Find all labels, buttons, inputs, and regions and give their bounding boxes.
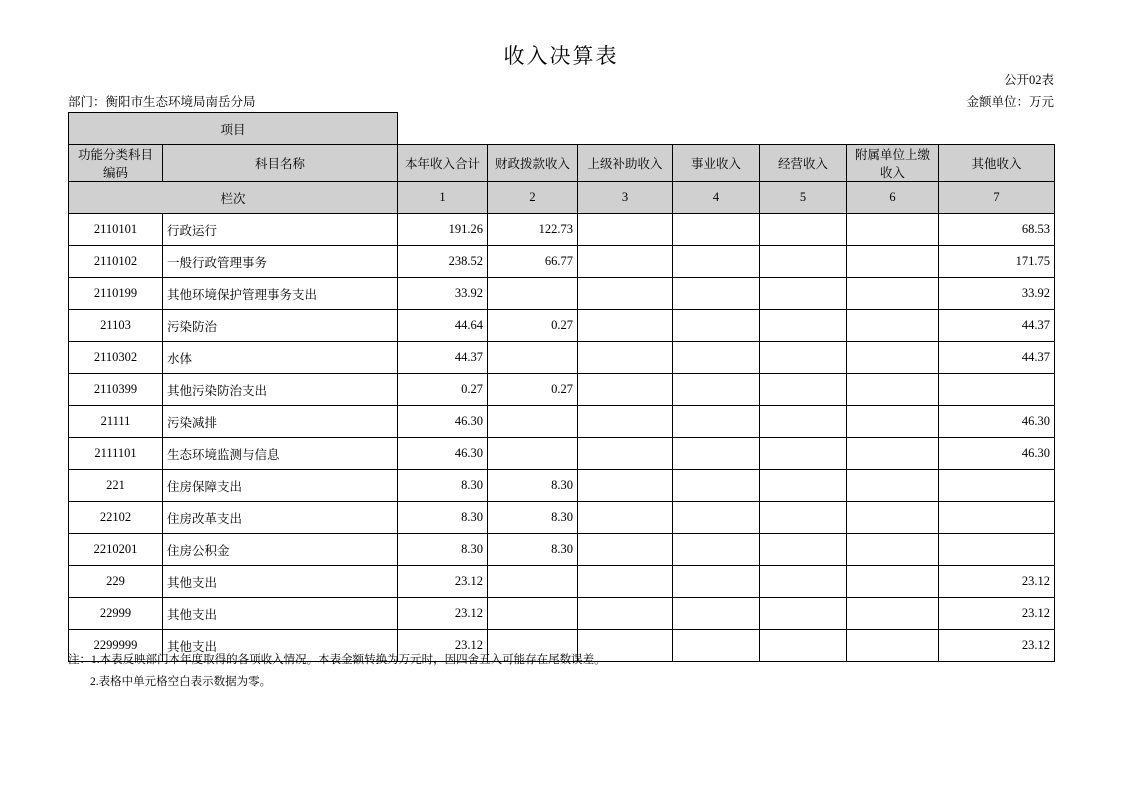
table-notes [68,650,606,694]
cell-superior-subsidy [578,342,673,374]
header-operating-income: 经营收入 [760,145,847,182]
cell-operating-income [760,214,847,246]
cell-operating-income [760,502,847,534]
cell-operating-income [760,342,847,374]
cell-other-income: 33.92 [939,278,1055,310]
cell-code: 22999 [69,598,163,630]
cell-operating-income [760,310,847,342]
cell-business-income [673,534,760,566]
cell-fiscal-appropriation [488,342,578,374]
cell-superior-subsidy [578,278,673,310]
cell-affiliate-income [847,374,939,406]
table-column-number-row [69,182,1055,214]
cell-fiscal-appropriation: 8.30 [488,502,578,534]
cell-subject-name: 污染减排 [163,406,398,438]
table-header-group-row [69,113,1055,145]
cell-superior-subsidy [578,310,673,342]
cell-superior-subsidy [578,598,673,630]
cell-fiscal-appropriation [488,566,578,598]
cell-year-total: 8.30 [398,470,488,502]
table-row [69,566,1055,598]
cell-business-income [673,374,760,406]
cell-operating-income [760,406,847,438]
cell-fiscal-appropriation: 8.30 [488,470,578,502]
header-superior-subsidy: 上级补助收入 [578,145,673,182]
cell-year-total: 46.30 [398,406,488,438]
note-line-1: 注：1.本表反映部门本年度取得的各项收入情况。本表金额转换为万元时，因四舍五入可能存在尾数误差。 [68,654,606,666]
cell-operating-income [760,566,847,598]
cell-subject-name: 住房改革支出 [163,502,398,534]
cell-superior-subsidy [578,438,673,470]
cell-superior-subsidy [578,374,673,406]
budget-table-container [68,112,1054,662]
cell-fiscal-appropriation [488,278,578,310]
cell-year-total: 23.12 [398,630,488,662]
cell-year-total: 33.92 [398,278,488,310]
cell-subject-name: 住房公积金 [163,534,398,566]
cell-fiscal-appropriation [488,406,578,438]
cell-other-income [939,502,1055,534]
cell-fiscal-appropriation: 0.27 [488,310,578,342]
cell-code: 221 [69,470,163,502]
cell-year-total: 46.30 [398,438,488,470]
cell-superior-subsidy [578,246,673,278]
cell-business-income [673,342,760,374]
cell-business-income [673,214,760,246]
column-index-label: 栏次 [69,182,398,214]
cell-operating-income [760,470,847,502]
cell-year-total: 8.30 [398,534,488,566]
cell-subject-name: 行政运行 [163,214,398,246]
cell-operating-income [760,246,847,278]
cell-subject-name: 其他支出 [163,598,398,630]
cell-business-income [673,278,760,310]
cell-other-income: 171.75 [939,246,1055,278]
cell-code: 22102 [69,502,163,534]
header-other-income: 其他收入 [939,145,1055,182]
cell-superior-subsidy [578,502,673,534]
cell-affiliate-income [847,566,939,598]
cell-subject-name: 其他污染防治支出 [163,374,398,406]
column-index-5: 5 [760,182,847,214]
amount-unit-label: 金额单位：万元 [966,95,1054,109]
cell-other-income: 46.30 [939,406,1055,438]
table-row [69,342,1055,374]
table-row [69,310,1055,342]
cell-year-total: 23.12 [398,598,488,630]
cell-code: 2111101 [69,438,163,470]
cell-affiliate-income [847,438,939,470]
cell-subject-name: 住房保障支出 [163,470,398,502]
table-row [69,502,1055,534]
table-row [69,246,1055,278]
cell-operating-income [760,438,847,470]
cell-subject-name: 水体 [163,342,398,374]
cell-affiliate-income [847,630,939,662]
cell-fiscal-appropriation: 0.27 [488,374,578,406]
cell-subject-name: 一般行政管理事务 [163,246,398,278]
cell-other-income: 68.53 [939,214,1055,246]
cell-affiliate-income [847,470,939,502]
cell-code: 2110199 [69,278,163,310]
cell-operating-income [760,598,847,630]
cell-business-income [673,438,760,470]
cell-other-income: 23.12 [939,630,1055,662]
cell-business-income [673,246,760,278]
cell-year-total: 0.27 [398,374,488,406]
table-row [69,598,1055,630]
table-row [69,438,1055,470]
cell-code: 229 [69,566,163,598]
table-row [69,534,1055,566]
cell-subject-name: 其他支出 [163,630,398,662]
cell-fiscal-appropriation: 66.77 [488,246,578,278]
column-index-7: 7 [939,182,1055,214]
cell-other-income: 44.37 [939,342,1055,374]
column-index-3: 3 [578,182,673,214]
cell-other-income: 44.37 [939,310,1055,342]
cell-subject-name: 生态环境监测与信息 [163,438,398,470]
cell-business-income [673,470,760,502]
cell-year-total: 44.37 [398,342,488,374]
header-subject-name: 科目名称 [163,145,398,182]
group-header-project: 项目 [69,113,398,145]
cell-year-total: 191.26 [398,214,488,246]
cell-affiliate-income [847,598,939,630]
cell-code: 2110101 [69,214,163,246]
meta-row [68,92,1054,110]
cell-operating-income [760,374,847,406]
cell-code: 2299999 [69,630,163,662]
cell-year-total: 44.64 [398,310,488,342]
column-index-4: 4 [673,182,760,214]
cell-code: 21111 [69,406,163,438]
cell-fiscal-appropriation [488,598,578,630]
cell-affiliate-income [847,278,939,310]
cell-superior-subsidy [578,214,673,246]
table-row [69,214,1055,246]
cell-affiliate-income [847,502,939,534]
cell-other-income: 23.12 [939,598,1055,630]
cell-affiliate-income [847,342,939,374]
cell-affiliate-income [847,406,939,438]
cell-fiscal-appropriation [488,438,578,470]
column-index-2: 2 [488,182,578,214]
table-row [69,278,1055,310]
cell-other-income [939,534,1055,566]
cell-code: 2110302 [69,342,163,374]
income-final-accounts-table [68,112,1055,662]
cell-fiscal-appropriation: 8.30 [488,534,578,566]
cell-subject-name: 污染防治 [163,310,398,342]
cell-affiliate-income [847,246,939,278]
cell-operating-income [760,630,847,662]
cell-other-income [939,470,1055,502]
cell-code: 2110399 [69,374,163,406]
table-header-row [69,145,1055,182]
cell-business-income [673,566,760,598]
table-row [69,470,1055,502]
cell-superior-subsidy [578,470,673,502]
cell-operating-income [760,278,847,310]
cell-superior-subsidy [578,534,673,566]
cell-other-income [939,374,1055,406]
header-fiscal-appropriation: 财政拨款收入 [488,145,578,182]
table-body [69,214,1055,662]
cell-other-income: 46.30 [939,438,1055,470]
page-title: 收入决算表 [503,44,619,68]
cell-fiscal-appropriation: 122.73 [488,214,578,246]
table-row [69,406,1055,438]
note-line-2: 2.表格中单元格空白表示数据为零。 [90,675,272,688]
column-index-6: 6 [847,182,939,214]
cell-business-income [673,406,760,438]
header-affiliate-income: 附属单位上缴收入 [847,145,939,182]
cell-affiliate-income [847,310,939,342]
form-code: 公开02表 [1003,73,1054,87]
cell-year-total: 8.30 [398,502,488,534]
header-business-income: 事业收入 [673,145,760,182]
cell-business-income [673,310,760,342]
cell-code: 21103 [69,310,163,342]
column-index-1: 1 [398,182,488,214]
cell-code: 2210201 [69,534,163,566]
cell-superior-subsidy [578,566,673,598]
cell-operating-income [760,534,847,566]
cell-business-income [673,598,760,630]
table-row [69,374,1055,406]
cell-other-income: 23.12 [939,566,1055,598]
cell-business-income [673,630,760,662]
cell-superior-subsidy [578,406,673,438]
cell-year-total: 23.12 [398,566,488,598]
cell-affiliate-income [847,534,939,566]
header-year-total: 本年收入合计 [398,145,488,182]
cell-subject-name: 其他环境保护管理事务支出 [163,278,398,310]
cell-business-income [673,502,760,534]
department-label: 部门：衡阳市生态环境局南岳分局 [68,95,256,109]
cell-subject-name: 其他支出 [163,566,398,598]
cell-year-total: 238.52 [398,246,488,278]
header-code: 功能分类科目编码 [69,145,163,182]
cell-code: 2110102 [69,246,163,278]
cell-affiliate-income [847,214,939,246]
